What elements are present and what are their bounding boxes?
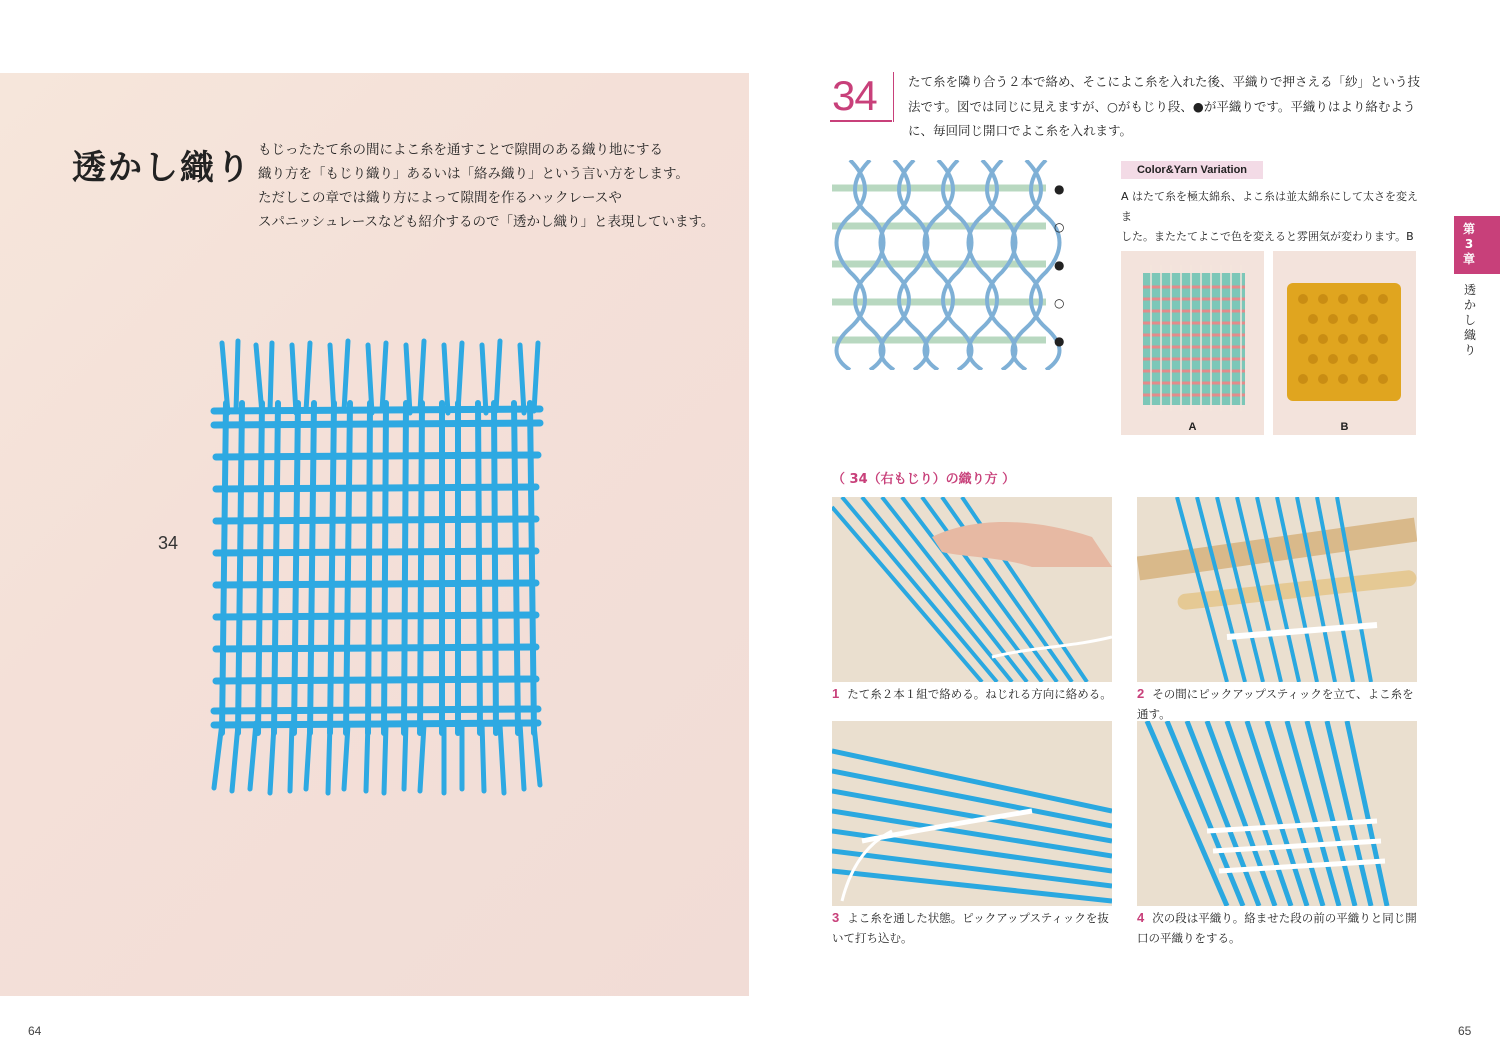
marker-row-4: ○	[1054, 296, 1065, 310]
description-line: 法です。図では同じに見えますが、○がもじり段、●が平織りです。平織りはより絡むよう	[908, 98, 1416, 114]
step-3-illustration	[832, 721, 1112, 906]
intro-paragraph	[258, 138, 728, 234]
intro-line: スパニッシュレースなども紹介するので「透かし織り」と表現しています。	[258, 214, 715, 230]
step-number: 4	[1137, 910, 1145, 925]
step-text: その間にピックアップスティックを立て、よこ糸を通す。	[1137, 687, 1414, 721]
step-text: たて糸２本１組で絡める。ねじれる方向に絡める。	[847, 687, 1112, 701]
chapter-tab-label: 第3章	[1462, 222, 1475, 266]
marker-row-5: ●	[1054, 334, 1065, 348]
technique-description	[908, 70, 1430, 144]
variation-a-swatch	[1121, 251, 1264, 411]
variation-line: A はたて糸を極太綿糸、よこ糸は並太綿糸にして太さを変えま	[1121, 190, 1419, 223]
variation-a-photo	[1121, 251, 1264, 435]
step-4-photo	[1137, 721, 1417, 906]
step-number: 3	[832, 910, 840, 925]
sample-number-label: 34	[158, 533, 179, 553]
intro-line: 織り方を「もじり織り」あるいは「絡み織り」という言い方をします。	[258, 166, 689, 182]
step-2-illustration	[1137, 497, 1417, 682]
step-4-caption	[1137, 908, 1417, 948]
step-2-photo	[1137, 497, 1417, 682]
variation-line: した。またたてよこで色を変えると雰囲気が変わります。B	[1121, 230, 1414, 243]
intro-line: もじったたて糸の間によこ糸を通すことで隙間のある織り地にする	[258, 142, 663, 158]
variation-b-swatch	[1273, 251, 1416, 411]
step-1-photo	[832, 497, 1112, 682]
step-4-illustration	[1137, 721, 1417, 906]
step-number: 1	[832, 686, 840, 701]
marker-row-3: ●	[1054, 258, 1065, 272]
marker-row-2: ○	[1054, 220, 1065, 234]
step-text: 次の段は平織り。絡ませた段の前の平織りと同じ開口の平織りをする。	[1137, 911, 1417, 945]
weave-diagram-svg	[832, 160, 1074, 370]
step-1-illustration	[832, 497, 1112, 682]
step-text: よこ糸を通した状態。ピックアップスティックを抜いて打ち込む。	[832, 911, 1109, 945]
weave-diagram	[832, 160, 1074, 370]
pattern-number-underline	[830, 120, 892, 122]
intro-line: ただしこの章では織り方によって隙間を作るハックレースや	[258, 190, 622, 206]
variation-a-label: A	[1188, 421, 1197, 433]
step-2-caption	[1137, 684, 1417, 724]
page-number-right: 65	[1458, 1024, 1472, 1038]
description-line: たて糸を隣り合う２本で絡め、そこによこ糸を入れた後、平織りで押さえる「紗」という技	[908, 74, 1421, 89]
step-number: 2	[1137, 686, 1145, 701]
marker-row-1: ●	[1054, 182, 1065, 196]
chapter-name: 透かし織り	[1463, 283, 1476, 357]
page-number-left: 64	[28, 1024, 42, 1038]
pattern-number-divider	[893, 72, 894, 122]
chapter-tab	[1454, 216, 1500, 274]
steps-heading: （ 34（右もじり）の織り方 ）	[832, 472, 1016, 487]
variation-b-label: B	[1340, 421, 1349, 433]
step-3-caption	[832, 908, 1112, 948]
variation-badge: Color&Yarn Variation	[1121, 161, 1263, 179]
variation-b-photo	[1273, 251, 1416, 435]
step-1-caption	[832, 684, 1112, 704]
section-title: 透かし織り	[72, 148, 252, 188]
description-line: に、毎回同じ開口でよこ糸を入れます。	[908, 123, 1133, 138]
step-3-photo	[832, 721, 1112, 906]
pattern-number: 34	[832, 72, 877, 119]
